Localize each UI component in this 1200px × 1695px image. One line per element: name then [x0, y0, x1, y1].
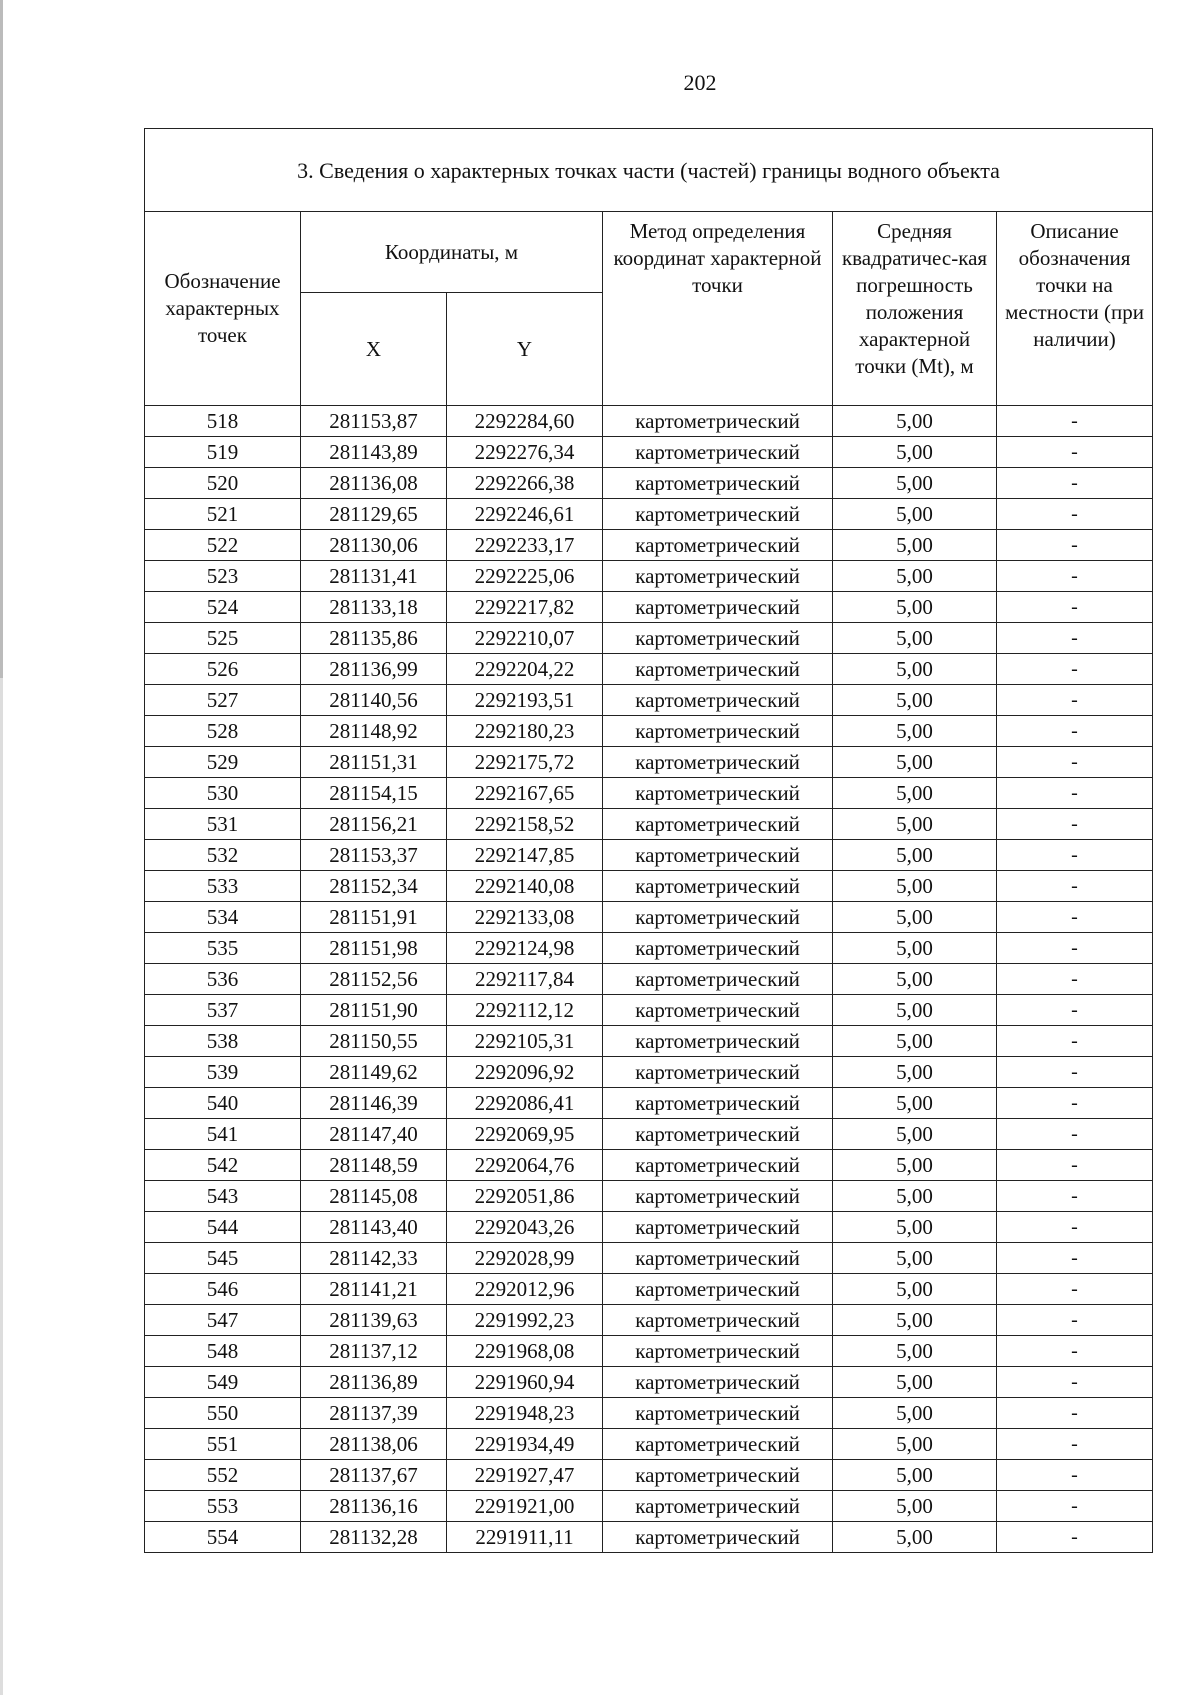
- cell-point-number: 518: [145, 406, 301, 437]
- cell-method: картометрический: [603, 809, 833, 840]
- cell-error: 5,00: [833, 778, 997, 809]
- header-error: Средняя квадратичес-кая погрешность положения характерной точки (Mt), м: [833, 212, 997, 406]
- cell-error: 5,00: [833, 716, 997, 747]
- cell-x: 281136,16: [301, 1491, 447, 1522]
- table-row: [145, 840, 1153, 871]
- table-row: [145, 902, 1153, 933]
- cell-x: 281137,67: [301, 1460, 447, 1491]
- cell-error: 5,00: [833, 933, 997, 964]
- cell-point-number: 534: [145, 902, 301, 933]
- cell-y: 2292117,84: [447, 964, 603, 995]
- cell-x: 281151,98: [301, 933, 447, 964]
- cell-description: -: [997, 1367, 1153, 1398]
- cell-y: 2292175,72: [447, 747, 603, 778]
- table-row: [145, 623, 1153, 654]
- table-row: [145, 1336, 1153, 1367]
- cell-description: -: [997, 1212, 1153, 1243]
- cell-description: -: [997, 499, 1153, 530]
- table-row: [145, 1119, 1153, 1150]
- cell-x: 281154,15: [301, 778, 447, 809]
- cell-error: 5,00: [833, 902, 997, 933]
- cell-description: -: [997, 964, 1153, 995]
- cell-error: 5,00: [833, 592, 997, 623]
- cell-point-number: 531: [145, 809, 301, 840]
- cell-x: 281151,91: [301, 902, 447, 933]
- cell-method: картометрический: [603, 623, 833, 654]
- table-row: [145, 933, 1153, 964]
- cell-x: 281156,21: [301, 809, 447, 840]
- cell-method: картометрический: [603, 1336, 833, 1367]
- cell-y: 2292028,99: [447, 1243, 603, 1274]
- cell-description: -: [997, 995, 1153, 1026]
- cell-y: 2291927,47: [447, 1460, 603, 1491]
- cell-description: -: [997, 623, 1153, 654]
- cell-point-number: 532: [145, 840, 301, 871]
- cell-x: 281135,86: [301, 623, 447, 654]
- cell-x: 281139,63: [301, 1305, 447, 1336]
- cell-point-number: 527: [145, 685, 301, 716]
- table-row: [145, 1367, 1153, 1398]
- cell-description: -: [997, 592, 1153, 623]
- cell-method: картометрический: [603, 406, 833, 437]
- cell-description: -: [997, 1491, 1153, 1522]
- cell-method: картометрический: [603, 964, 833, 995]
- table-row: [145, 1088, 1153, 1119]
- cell-point-number: 543: [145, 1181, 301, 1212]
- cell-x: 281151,90: [301, 995, 447, 1026]
- cell-x: 281148,59: [301, 1150, 447, 1181]
- table-row: [145, 406, 1153, 437]
- table-row: [145, 1460, 1153, 1491]
- cell-y: 2292204,22: [447, 654, 603, 685]
- cell-x: 281133,18: [301, 592, 447, 623]
- table-row: [145, 1057, 1153, 1088]
- cell-point-number: 524: [145, 592, 301, 623]
- cell-error: 5,00: [833, 1274, 997, 1305]
- cell-x: 281150,55: [301, 1026, 447, 1057]
- cell-point-number: 533: [145, 871, 301, 902]
- cell-y: 2292064,76: [447, 1150, 603, 1181]
- cell-point-number: 530: [145, 778, 301, 809]
- header-row: [145, 212, 1153, 293]
- cell-error: 5,00: [833, 437, 997, 468]
- cell-description: -: [997, 1088, 1153, 1119]
- cell-point-number: 521: [145, 499, 301, 530]
- cell-error: 5,00: [833, 1398, 997, 1429]
- cell-point-number: 544: [145, 1212, 301, 1243]
- table-row: [145, 685, 1153, 716]
- table-row: [145, 995, 1153, 1026]
- cell-error: 5,00: [833, 1336, 997, 1367]
- cell-x: 281152,34: [301, 871, 447, 902]
- cell-y: 2292246,61: [447, 499, 603, 530]
- cell-method: картометрический: [603, 1057, 833, 1088]
- table-row: [145, 1522, 1153, 1553]
- cell-method: картометрический: [603, 1212, 833, 1243]
- cell-error: 5,00: [833, 561, 997, 592]
- cell-method: картометрический: [603, 561, 833, 592]
- cell-y: 2292193,51: [447, 685, 603, 716]
- cell-method: картометрический: [603, 1150, 833, 1181]
- cell-x: 281151,31: [301, 747, 447, 778]
- cell-description: -: [997, 561, 1153, 592]
- cell-description: -: [997, 716, 1153, 747]
- cell-error: 5,00: [833, 809, 997, 840]
- table-title-row: [145, 129, 1153, 212]
- cell-method: картометрический: [603, 747, 833, 778]
- cell-y: 2292069,95: [447, 1119, 603, 1150]
- cell-error: 5,00: [833, 1026, 997, 1057]
- cell-method: картометрический: [603, 1429, 833, 1460]
- cell-method: картометрический: [603, 1522, 833, 1553]
- cell-method: картометрический: [603, 995, 833, 1026]
- table-row: [145, 1212, 1153, 1243]
- cell-y: 2292105,31: [447, 1026, 603, 1057]
- boundary-points-table: [144, 128, 1153, 1553]
- cell-error: 5,00: [833, 1243, 997, 1274]
- cell-method: картометрический: [603, 437, 833, 468]
- cell-point-number: 539: [145, 1057, 301, 1088]
- cell-y: 2292210,07: [447, 623, 603, 654]
- cell-error: 5,00: [833, 530, 997, 561]
- cell-description: -: [997, 747, 1153, 778]
- cell-method: картометрический: [603, 1243, 833, 1274]
- cell-point-number: 529: [145, 747, 301, 778]
- cell-description: -: [997, 1026, 1153, 1057]
- cell-point-number: 549: [145, 1367, 301, 1398]
- cell-method: картометрический: [603, 1181, 833, 1212]
- table-row: [145, 778, 1153, 809]
- cell-point-number: 535: [145, 933, 301, 964]
- cell-y: 2292225,06: [447, 561, 603, 592]
- cell-description: -: [997, 685, 1153, 716]
- cell-y: 2291960,94: [447, 1367, 603, 1398]
- cell-method: картометрический: [603, 685, 833, 716]
- cell-error: 5,00: [833, 840, 997, 871]
- cell-x: 281140,56: [301, 685, 447, 716]
- cell-error: 5,00: [833, 623, 997, 654]
- cell-error: 5,00: [833, 1119, 997, 1150]
- cell-x: 281143,40: [301, 1212, 447, 1243]
- cell-y: 2292147,85: [447, 840, 603, 871]
- cell-point-number: 547: [145, 1305, 301, 1336]
- table-row: [145, 1398, 1153, 1429]
- cell-y: 2291992,23: [447, 1305, 603, 1336]
- cell-error: 5,00: [833, 1181, 997, 1212]
- cell-method: картометрический: [603, 499, 833, 530]
- cell-x: 281153,37: [301, 840, 447, 871]
- table-row: [145, 1181, 1153, 1212]
- cell-y: 2292233,17: [447, 530, 603, 561]
- cell-x: 281153,87: [301, 406, 447, 437]
- cell-y: 2291968,08: [447, 1336, 603, 1367]
- cell-point-number: 553: [145, 1491, 301, 1522]
- cell-method: картометрический: [603, 716, 833, 747]
- cell-x: 281147,40: [301, 1119, 447, 1150]
- cell-point-number: 550: [145, 1398, 301, 1429]
- cell-point-number: 525: [145, 623, 301, 654]
- cell-description: -: [997, 654, 1153, 685]
- cell-y: 2292266,38: [447, 468, 603, 499]
- table-body: [145, 406, 1153, 1553]
- cell-x: 281141,21: [301, 1274, 447, 1305]
- cell-y: 2291948,23: [447, 1398, 603, 1429]
- cell-description: -: [997, 871, 1153, 902]
- cell-x: 281138,06: [301, 1429, 447, 1460]
- header-method: Метод определения координат характерной точки: [603, 212, 833, 406]
- table-row: [145, 747, 1153, 778]
- cell-error: 5,00: [833, 499, 997, 530]
- cell-error: 5,00: [833, 995, 997, 1026]
- table-row: [145, 654, 1153, 685]
- cell-method: картометрический: [603, 1398, 833, 1429]
- cell-description: -: [997, 1336, 1153, 1367]
- cell-x: 281130,06: [301, 530, 447, 561]
- header-designation: Обозначение характерных точек: [145, 212, 301, 406]
- table-row: [145, 809, 1153, 840]
- cell-description: -: [997, 778, 1153, 809]
- cell-description: -: [997, 902, 1153, 933]
- cell-point-number: 554: [145, 1522, 301, 1553]
- cell-method: картометрический: [603, 778, 833, 809]
- cell-method: картометрический: [603, 840, 833, 871]
- cell-x: 281146,39: [301, 1088, 447, 1119]
- cell-description: -: [997, 437, 1153, 468]
- cell-error: 5,00: [833, 468, 997, 499]
- table-row: [145, 561, 1153, 592]
- cell-method: картометрический: [603, 1491, 833, 1522]
- cell-description: -: [997, 1181, 1153, 1212]
- table-row: [145, 964, 1153, 995]
- cell-x: 281142,33: [301, 1243, 447, 1274]
- cell-error: 5,00: [833, 1212, 997, 1243]
- cell-description: -: [997, 1274, 1153, 1305]
- cell-error: 5,00: [833, 1491, 997, 1522]
- cell-point-number: 546: [145, 1274, 301, 1305]
- cell-error: 5,00: [833, 1429, 997, 1460]
- table-row: [145, 1429, 1153, 1460]
- table-row: [145, 871, 1153, 902]
- table-row: [145, 1026, 1153, 1057]
- cell-error: 5,00: [833, 1305, 997, 1336]
- cell-method: картометрический: [603, 933, 833, 964]
- cell-description: -: [997, 840, 1153, 871]
- cell-y: 2292112,12: [447, 995, 603, 1026]
- cell-y: 2292043,26: [447, 1212, 603, 1243]
- cell-x: 281129,65: [301, 499, 447, 530]
- cell-description: -: [997, 406, 1153, 437]
- cell-method: картометрический: [603, 1119, 833, 1150]
- cell-method: картометрический: [603, 468, 833, 499]
- cell-y: 2292133,08: [447, 902, 603, 933]
- table-row: [145, 468, 1153, 499]
- cell-x: 281149,62: [301, 1057, 447, 1088]
- cell-y: 2292051,86: [447, 1181, 603, 1212]
- cell-point-number: 528: [145, 716, 301, 747]
- cell-method: картометрический: [603, 1088, 833, 1119]
- cell-description: -: [997, 1119, 1153, 1150]
- cell-description: -: [997, 1305, 1153, 1336]
- cell-method: картометрический: [603, 871, 833, 902]
- table-row: [145, 1491, 1153, 1522]
- header-coordinates: Координаты, м: [301, 212, 603, 293]
- cell-y: 2292167,65: [447, 778, 603, 809]
- cell-method: картометрический: [603, 1305, 833, 1336]
- cell-point-number: 523: [145, 561, 301, 592]
- table-row: [145, 592, 1153, 623]
- cell-error: 5,00: [833, 1460, 997, 1491]
- cell-method: картометрический: [603, 654, 833, 685]
- header-y: Y: [447, 293, 603, 406]
- table-row: [145, 1274, 1153, 1305]
- cell-error: 5,00: [833, 1367, 997, 1398]
- cell-error: 5,00: [833, 1522, 997, 1553]
- cell-error: 5,00: [833, 964, 997, 995]
- cell-description: -: [997, 933, 1153, 964]
- cell-error: 5,00: [833, 1088, 997, 1119]
- cell-error: 5,00: [833, 1057, 997, 1088]
- cell-y: 2292180,23: [447, 716, 603, 747]
- cell-point-number: 519: [145, 437, 301, 468]
- cell-x: 281136,08: [301, 468, 447, 499]
- cell-description: -: [997, 809, 1153, 840]
- cell-y: 2291911,11: [447, 1522, 603, 1553]
- cell-x: 281145,08: [301, 1181, 447, 1212]
- cell-error: 5,00: [833, 406, 997, 437]
- table-row: [145, 716, 1153, 747]
- cell-point-number: 522: [145, 530, 301, 561]
- table-row: [145, 1150, 1153, 1181]
- cell-method: картометрический: [603, 1026, 833, 1057]
- cell-description: -: [997, 1150, 1153, 1181]
- cell-error: 5,00: [833, 1150, 997, 1181]
- cell-x: 281131,41: [301, 561, 447, 592]
- table-title: 3. Сведения о характерных точках части (частей) границы водного объекта: [145, 129, 1153, 212]
- cell-point-number: 538: [145, 1026, 301, 1057]
- header-description: Описание обозначения точки на местности (при наличии): [997, 212, 1153, 406]
- cell-y: 2292284,60: [447, 406, 603, 437]
- cell-error: 5,00: [833, 654, 997, 685]
- scan-edge: [0, 0, 3, 1695]
- cell-point-number: 548: [145, 1336, 301, 1367]
- cell-method: картометрический: [603, 1367, 833, 1398]
- cell-y: 2292096,92: [447, 1057, 603, 1088]
- cell-point-number: 526: [145, 654, 301, 685]
- cell-description: -: [997, 1460, 1153, 1491]
- cell-y: 2292217,82: [447, 592, 603, 623]
- cell-description: -: [997, 530, 1153, 561]
- cell-x: 281143,89: [301, 437, 447, 468]
- cell-description: -: [997, 468, 1153, 499]
- cell-x: 281137,39: [301, 1398, 447, 1429]
- cell-method: картометрический: [603, 530, 833, 561]
- cell-x: 281136,89: [301, 1367, 447, 1398]
- cell-method: картометрический: [603, 1460, 833, 1491]
- cell-point-number: 551: [145, 1429, 301, 1460]
- cell-point-number: 541: [145, 1119, 301, 1150]
- cell-point-number: 540: [145, 1088, 301, 1119]
- table-row: [145, 499, 1153, 530]
- cell-x: 281148,92: [301, 716, 447, 747]
- cell-x: 281152,56: [301, 964, 447, 995]
- cell-x: 281137,12: [301, 1336, 447, 1367]
- page-number: 202: [683, 70, 717, 95]
- cell-point-number: 545: [145, 1243, 301, 1274]
- cell-y: 2292124,98: [447, 933, 603, 964]
- cell-y: 2292276,34: [447, 437, 603, 468]
- cell-y: 2291921,00: [447, 1491, 603, 1522]
- cell-x: 281132,28: [301, 1522, 447, 1553]
- cell-y: 2291934,49: [447, 1429, 603, 1460]
- cell-y: 2292140,08: [447, 871, 603, 902]
- cell-point-number: 536: [145, 964, 301, 995]
- cell-method: картометрический: [603, 592, 833, 623]
- cell-y: 2292158,52: [447, 809, 603, 840]
- cell-point-number: 552: [145, 1460, 301, 1491]
- cell-y: 2292012,96: [447, 1274, 603, 1305]
- cell-description: -: [997, 1522, 1153, 1553]
- cell-method: картометрический: [603, 902, 833, 933]
- cell-description: -: [997, 1398, 1153, 1429]
- cell-point-number: 537: [145, 995, 301, 1026]
- cell-point-number: 520: [145, 468, 301, 499]
- cell-error: 5,00: [833, 685, 997, 716]
- table-row: [145, 530, 1153, 561]
- cell-y: 2292086,41: [447, 1088, 603, 1119]
- cell-x: 281136,99: [301, 654, 447, 685]
- cell-error: 5,00: [833, 871, 997, 902]
- header-x: X: [301, 293, 447, 406]
- cell-error: 5,00: [833, 747, 997, 778]
- cell-description: -: [997, 1243, 1153, 1274]
- cell-description: -: [997, 1057, 1153, 1088]
- cell-method: картометрический: [603, 1274, 833, 1305]
- table-row: [145, 1243, 1153, 1274]
- cell-point-number: 542: [145, 1150, 301, 1181]
- cell-description: -: [997, 1429, 1153, 1460]
- table-row: [145, 1305, 1153, 1336]
- table-row: [145, 437, 1153, 468]
